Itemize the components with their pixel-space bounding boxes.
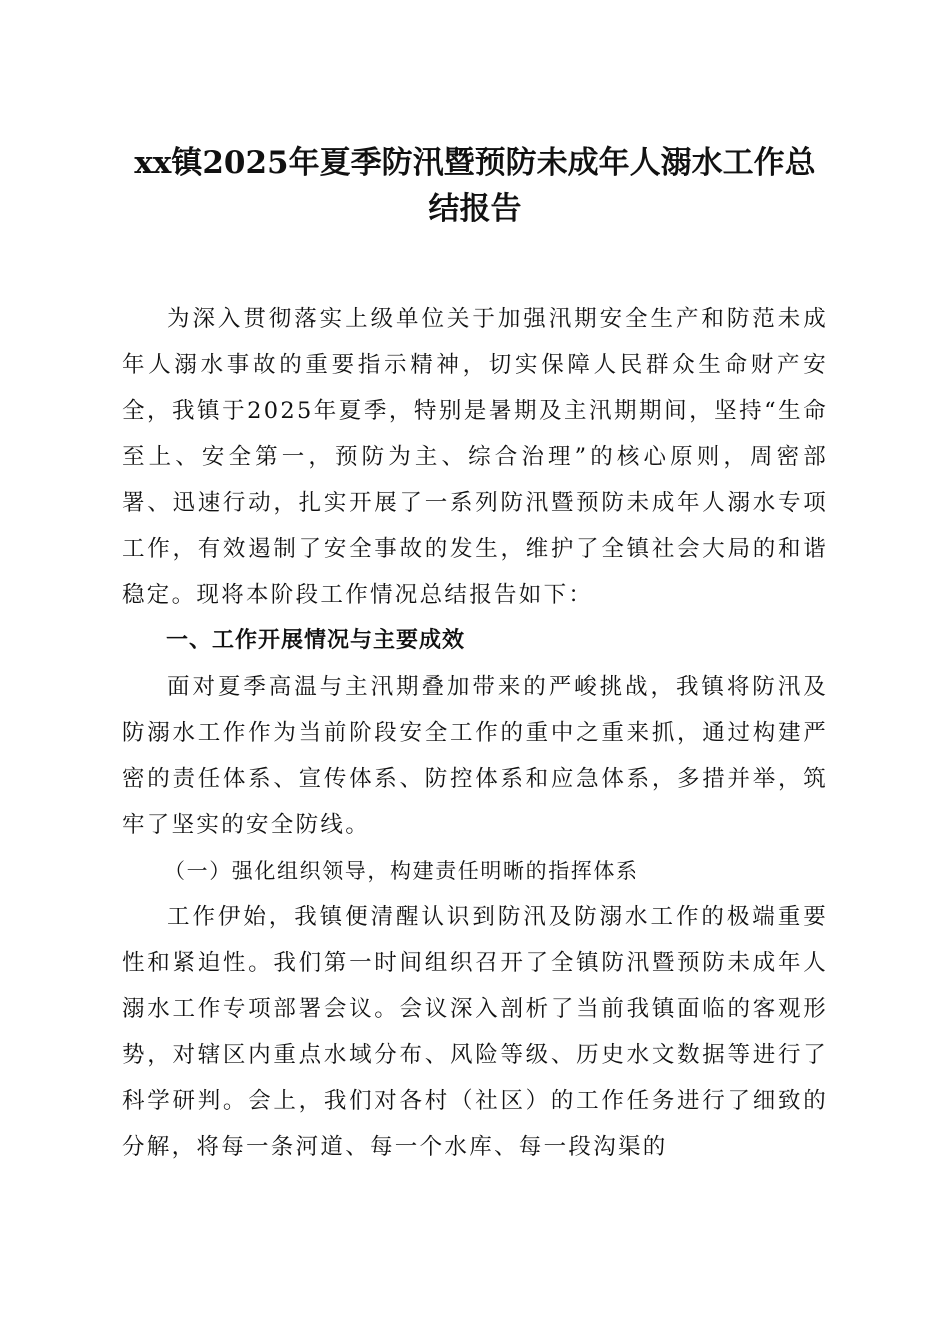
document-body <box>122 296 828 1170</box>
section-1-paragraph: 面对夏季高温与主汛期叠加带来的严峻挑战，我镇将防汛及防溺水工作作为当前阶段安全工作的重中之重来抓，通过构建严密的责任体系、宣传体系、防控体系和应急体系，多措并举，筑牢了坚实的安全防线。 <box>122 674 828 838</box>
subsection-heading-1: （一）强化组织领导，构建责任明晰的指挥体系 <box>164 859 639 883</box>
document-page <box>122 140 828 1170</box>
document-title: xx镇2025年夏季防汛暨预防未成年人溺水工作总结报告 <box>134 145 816 227</box>
intro-paragraph: 为深入贯彻落实上级单位关于加强汛期安全生产和防范未成年人溺水事故的重要指示精神，切实保障人民群众生命财产安全，我镇于2025年夏季，特别是暑期及主汛期期间，坚持“生命至上、安全第一，预防为主、综合治理”的核心原则，周密部署、迅速行动，扎实开展了一系列防汛暨预防未成年人溺水专项工作，有效遏制了安全事故的发生，维护了全镇社会大局的和谐稳定。现将本阶段工作情况总结报告如下： <box>122 306 828 608</box>
subsection-1-paragraph: 工作伊始，我镇便清醒认识到防汛及防溺水工作的极端重要性和紧迫性。我们第一时间组织召开了全镇防汛暨预防未成年人溺水工作专项部署会议。会议深入剖析了当前我镇面临的客观形势，对辖区内重点水域分布、风险等级、历史水文数据等进行了科学研判。会上，我们对各村（社区）的工作任务进行了细致的分解，将每一条河道、每一个水库、每一段沟渠的 <box>122 904 828 1160</box>
section-heading-1: 一、工作开展情况与主要成效 <box>166 628 466 653</box>
